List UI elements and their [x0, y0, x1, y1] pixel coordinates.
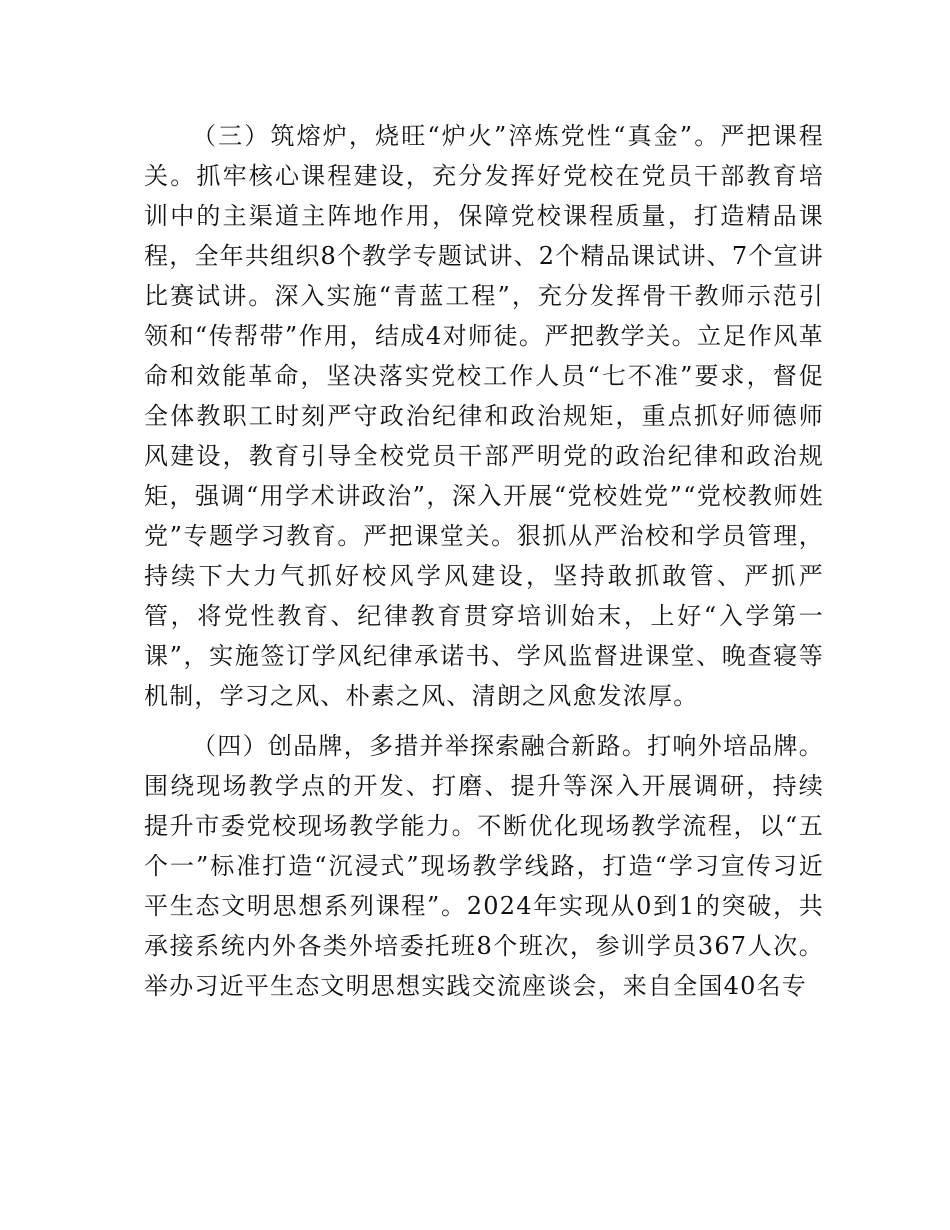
paragraph-section-four: （四）创品牌，多措并举探索融合新路。打响外培品牌。围绕现场教学点的开发、打磨、提升等深入开展调研，持续提升市委党校现场教学能力。不断优化现场教学流程，以“五个一”标准打造“沉浸式”现场教学线路，打造“学习宣传习近平生态文明思想系列课程”。2024年实现从0到1的突破，共承接系统内外各类外培委托班8个班次，参训学员367人次。举办习近平生态文明思想实践交流座谈会，来自全国40名专 [144, 732, 824, 1000]
document-body [144, 116, 824, 1006]
paragraph-section-three: （三）筑熔炉，烧旺“炉火”淬炼党性“真金”。严把课程关。抓牢核心课程建设，充分发挥好党校在党员干部教育培训中的主渠道主阵地作用，保障党校课程质量，打造精品课程，全年共组织8个教学专题试讲、2个精品课试讲、7个宣讲比赛试讲。深入实施“青蓝工程”，充分发挥骨干教师示范引领和“传帮带”作用，结成4对师徒。严把教学关。立足作风革命和效能革命，坚决落实党校工作人员“七不准”要求，督促全体教职工时刻严守政治纪律和政治规矩，重点抓好师德师风建设，教育引导全校党员干部严明党的政治纪律和政治规矩，强调“用学术讲政治”，深入开展“党校姓党”“党校教师姓党”专题学习教育。严把课堂关。狠抓从严治校和学员管理，持续下大力气抓好校风学风建设，坚持敢抓敢管、严抓严管，将党性教育、纪律教育贯穿培训始末，上好“入学第一课”，实施签订学风纪律承诺书、学风监督进课堂、晚查寝等机制，学习之风、朴素之风、清朗之风愈发浓厚。 [144, 122, 824, 710]
